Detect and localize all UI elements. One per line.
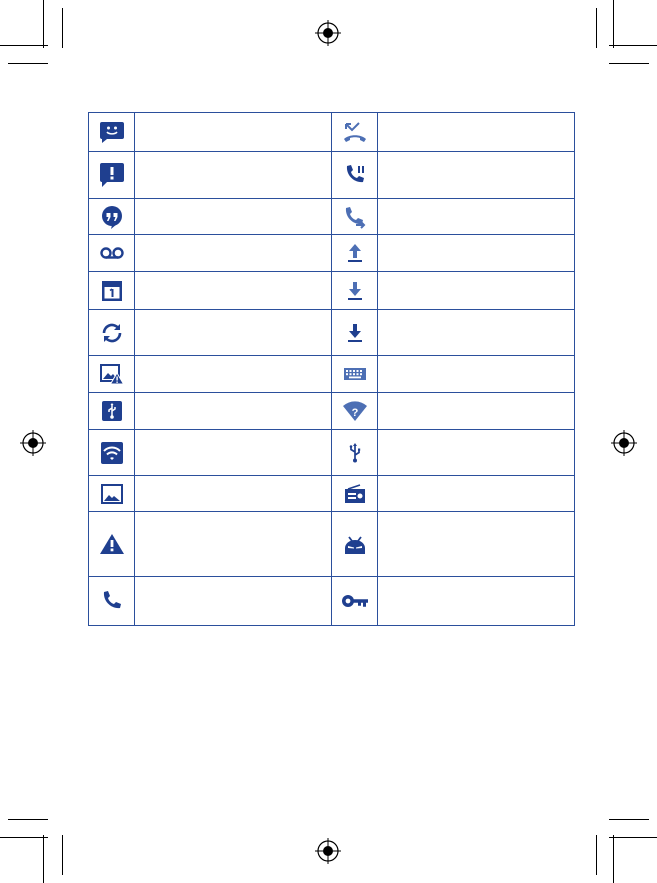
icon-cell bbox=[332, 235, 378, 272]
call-on-hold-icon bbox=[343, 163, 367, 187]
icon-description bbox=[378, 113, 575, 152]
icon-cell bbox=[89, 356, 135, 393]
icon-description bbox=[135, 430, 332, 476]
table-row bbox=[89, 476, 575, 512]
svg-text:?: ? bbox=[351, 407, 358, 419]
icon-cell bbox=[89, 430, 135, 476]
icon-description bbox=[135, 356, 332, 393]
missed-call-icon bbox=[342, 120, 368, 144]
icon-description bbox=[378, 393, 575, 430]
icon-cell bbox=[89, 272, 135, 310]
table-row bbox=[89, 512, 575, 577]
calendar-event-icon bbox=[101, 280, 123, 302]
icon-cell bbox=[332, 152, 378, 199]
icon-description bbox=[378, 430, 575, 476]
registration-mark-icon bbox=[611, 430, 637, 456]
table-row bbox=[89, 393, 575, 430]
table-row bbox=[89, 272, 575, 310]
wifi-hotspot-icon bbox=[100, 441, 124, 465]
registration-mark-icon bbox=[20, 430, 46, 456]
hangouts-icon bbox=[100, 205, 124, 229]
icon-description bbox=[135, 393, 332, 430]
table-row bbox=[89, 430, 575, 476]
crop-mark bbox=[8, 819, 48, 820]
icon-cell bbox=[89, 199, 135, 235]
crop-mark bbox=[62, 8, 63, 48]
usb-connected-icon bbox=[347, 442, 363, 464]
icon-description bbox=[378, 152, 575, 199]
call-forwarding-icon bbox=[343, 205, 367, 229]
voicemail-icon bbox=[99, 246, 125, 260]
icon-cell bbox=[332, 430, 378, 476]
crop-mark bbox=[613, 835, 614, 883]
crop-mark bbox=[8, 63, 48, 64]
icon-cell bbox=[332, 577, 378, 626]
icon-cell bbox=[89, 152, 135, 199]
crop-mark bbox=[43, 835, 44, 883]
crop-mark bbox=[43, 0, 44, 48]
icon-description bbox=[378, 356, 575, 393]
icon-cell bbox=[89, 235, 135, 272]
open-wifi-icon bbox=[342, 400, 368, 422]
icon-cell bbox=[332, 356, 378, 393]
icon-description bbox=[135, 577, 332, 626]
registration-mark-icon bbox=[315, 20, 341, 46]
icon-description bbox=[135, 310, 332, 356]
icon-cell bbox=[89, 512, 135, 577]
icon-cell bbox=[332, 272, 378, 310]
icon-description bbox=[378, 235, 575, 272]
icon-cell bbox=[89, 113, 135, 152]
message-error-icon bbox=[99, 162, 125, 188]
warning-icon bbox=[99, 533, 125, 555]
icon-description bbox=[135, 113, 332, 152]
crop-mark bbox=[62, 835, 63, 875]
usb-debugging-icon bbox=[343, 533, 367, 555]
usb-tethering-icon bbox=[101, 400, 123, 422]
crop-mark bbox=[0, 837, 48, 838]
screenshot-error-icon bbox=[100, 363, 124, 385]
icon-description bbox=[135, 152, 332, 199]
table-row bbox=[89, 113, 575, 152]
keyboard-icon bbox=[343, 367, 367, 381]
icon-cell bbox=[89, 393, 135, 430]
icon-cell bbox=[332, 393, 378, 430]
icon-cell bbox=[89, 476, 135, 512]
icon-description bbox=[378, 577, 575, 626]
icon-description bbox=[135, 512, 332, 577]
downloading-icon bbox=[345, 322, 365, 344]
crop-mark bbox=[609, 837, 657, 838]
table-row bbox=[89, 152, 575, 199]
icon-description bbox=[378, 199, 575, 235]
crop-mark bbox=[609, 819, 649, 820]
icon-cell bbox=[332, 512, 378, 577]
table-row bbox=[89, 356, 575, 393]
download-finished-icon bbox=[345, 280, 365, 302]
icon-cell bbox=[332, 310, 378, 356]
vpn-icon bbox=[341, 593, 369, 609]
icon-description bbox=[378, 272, 575, 310]
registration-mark-icon bbox=[315, 838, 341, 864]
table-row bbox=[89, 235, 575, 272]
icon-cell bbox=[89, 577, 135, 626]
icon-description bbox=[135, 476, 332, 512]
sync-icon bbox=[99, 320, 125, 346]
icon-cell bbox=[89, 310, 135, 356]
uploading-icon bbox=[345, 242, 365, 264]
icon-description bbox=[378, 476, 575, 512]
screenshot-icon bbox=[101, 484, 123, 504]
crop-mark bbox=[0, 45, 48, 46]
icon-cell bbox=[332, 199, 378, 235]
crop-mark bbox=[596, 835, 597, 875]
crop-mark bbox=[613, 0, 614, 48]
call-in-progress-icon bbox=[101, 590, 123, 612]
notification-icons-table bbox=[88, 112, 575, 626]
table-row bbox=[89, 577, 575, 626]
new-message-icon bbox=[99, 120, 125, 144]
icon-cell bbox=[332, 476, 378, 512]
icon-description bbox=[135, 235, 332, 272]
table-row bbox=[89, 199, 575, 235]
crop-mark bbox=[609, 45, 657, 46]
table-row bbox=[89, 310, 575, 356]
icon-description bbox=[135, 272, 332, 310]
radio-icon bbox=[344, 484, 366, 504]
icon-description bbox=[378, 310, 575, 356]
icon-description bbox=[378, 512, 575, 577]
crop-mark bbox=[596, 8, 597, 48]
icon-cell bbox=[332, 113, 378, 152]
crop-mark bbox=[609, 63, 649, 64]
icon-description bbox=[135, 199, 332, 235]
